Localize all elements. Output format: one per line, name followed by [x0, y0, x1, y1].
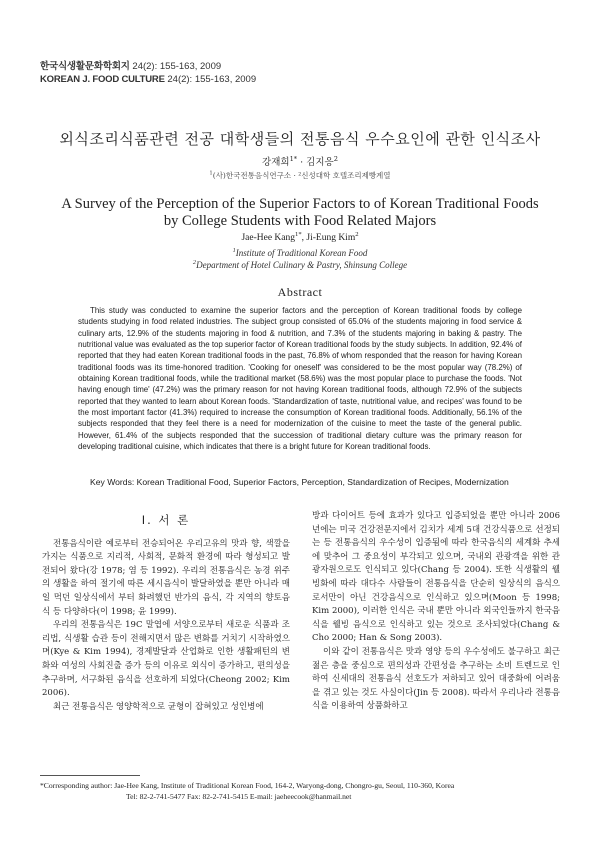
korean-author-1-sup: 1*: [289, 154, 298, 163]
korean-author-1: 강재희: [262, 157, 290, 168]
journal-name-english: KOREAN J. FOOD CULTURE: [40, 74, 165, 85]
keywords: Key Words: Korean Traditional Food, Superior Factors, Perception, Standardization of Recipes, Modernization: [90, 477, 509, 487]
left-paragraph-2: 우리의 전통음식은 19C 말엽에 서양으로부터 새로운 식품과 조리법, 식생활 습관 등이 전해지면서 많은 변화를 거치기 시작하였으며(Kye & Kim 1994), 경제발달과 산업화로 인한 생활패턴의 변화와 여성의 사회진출 증가 등의 이유로 외식이 증가하고, 편의성을 추구하며, 서구화된 음식을 선호하게 되었다(Cheong 2002; Kim 2006).: [42, 620, 290, 699]
korean-affil-text: (사)한국전통음식연구소 · ²신성대학 호텔조리제빵계열: [212, 171, 391, 180]
body-left-column: [42, 510, 290, 714]
footnote-line-2: Tel: 82-2-741-5477 Fax: 82-2-741-5415 E-mail: jaeheecook@hanmail.net: [126, 792, 352, 801]
journal-line-korean: [40, 60, 256, 73]
korean-authors: [0, 154, 600, 168]
body-right-column: [312, 510, 560, 714]
footnote-line-1: *Corresponding author: Jae-Hee Kang, Institute of Traditional Korean Food, 164-2, Waryong-dong, Chongro-gu, Seoul, 110-360, Korea: [40, 781, 455, 790]
footnote: [40, 780, 560, 802]
left-paragraph-1: 전통음식이란 예로부터 전승되어온 우리고유의 맛과 향, 색깔을 가지는 식품으로 지리적, 사회적, 문화적 환경에 따라 형성되고 발전되어 왔다(강 1978; 염 등 1992). 우리의 전통음식은 농경 위주의 생활을 하여 절기에 따른 세시음식이 발달하였을 뿐만 아니라 매일 먹던 일상식에서 부터 화려했던 반가의 음식, 각 지역의 향토음식 등 다양하다(이 1998; 윤 1999).: [42, 538, 290, 617]
english-affil-1-sup: 1: [232, 247, 236, 254]
english-author-2-sup: 2: [355, 230, 359, 238]
korean-author-2: · 김지응: [297, 157, 334, 168]
english-authors: [0, 230, 600, 243]
korean-title: 외식조리식품관련 전공 대학생들의 전통음식 우수요인에 관한 인식조사: [59, 130, 541, 148]
english-affiliation-1: [0, 248, 600, 258]
english-author-1-sup: 1*: [295, 230, 302, 238]
footnote-rule: [40, 775, 140, 776]
right-paragraph-2: 이와 같이 전통음식은 맛과 영양 등의 우수성에도 불구하고 최근 젊은 층을 중심으로 편의성과 간편성을 추구하는 소비 트렌드로 인하여 신세대의 전통음식 선호도가 저하되고 있어 대중화에 어려움을 겪고 있는 것도 사실이다(Jin 등 2008). 따라서 우리나라 전통음식을 이용하여 상품화하고: [312, 646, 560, 712]
english-author-2: , Ji-Eung Kim: [301, 233, 356, 243]
journal-volume-english: 24(2): 155-163, 2009: [167, 74, 257, 85]
korean-affiliation: [0, 170, 600, 181]
section-heading-introduction: I. 서 론: [141, 513, 191, 527]
journal-line-english: [40, 73, 256, 86]
english-title: A Survey of the Perception of the Superior Factors to of Korean Traditional Foods by College Students with Food Related Majors: [61, 196, 539, 229]
english-author-1: Jae-Hee Kang: [241, 233, 295, 243]
english-affil-2-sup: 2: [192, 259, 197, 266]
english-affiliation-2: [0, 260, 600, 270]
right-paragraph-1: 방과 다이어트 등에 효과가 있다고 입증되었을 뿐만 아니라 2006년에는 미국 건강전문지에서 김치가 세계 5대 건강식품으로 선정되는 등 전통음식의 우수성이 입증됨에 따라 한국음식의 세계화 추세에 맞추어 그 중요성이 부각되고 있으며, 국내외 관광객을 위한 관광자원으로도 인식되고 있다(Chang 등 2004). 또한 식생활의 웰빙화에 따라 대다수 사람들이 전통음식을 단순히 일상식의 음식으로서만이 아닌 건강음식으로 인식하고 있으며(Moon 등 1998; Kim 2000), 이러한 인식은 국내 뿐만 아니라 외국인들까지 한국음식을 웰빙 음식으로 인식하고 있는 것으로 조사되었다(Chang & Cho 2000; Han & Song 2003).: [312, 511, 560, 644]
journal-header: [40, 60, 256, 86]
journal-volume-korean: 24(2): 155-163, 2009: [132, 61, 222, 72]
journal-name-korean: 한국식생활문화학회지: [40, 61, 130, 72]
korean-author-2-sup: 2: [333, 154, 338, 163]
abstract-heading: Abstract: [277, 285, 323, 299]
left-paragraph-3: 최근 전통음식은 영양학적으로 균형이 잡혀있고 성인병에: [53, 701, 264, 712]
english-affil-1-text: Institute of Traditional Korean Food: [235, 248, 368, 258]
abstract-text: This study was conducted to examine the superior factors and the perception of Korean traditional foods by college students studying in food related industries. The subject group consisted of 65.0% of the students majoring in food service & culinary arts, 12.9% of the students majoring in food & nutrition, and 7.3% of the students majoring in baking & pastry. The nutritional value was evaluated as the top superior factor of Korean traditional foods by the study subjects. In addition, 92.4% of reported that they had eaten Korean traditional foods in the past, 76.8% of whom responded that the reason for having Korean traditional foods was its time-honored tradition. 'Cooking for oneself' was considered to be the most popular way (78.2%) of obtaining Korean traditional foods, while the traditional market (58.6%) was the most popular place to purchase the foods. 'Not having enough time' (47.2%) was the primary reason for not having Korean traditional foods, although 72.9% of the subjects reported that they wanted to learn about Korean foods. 'Standardization of taste, nutritional value, and recipes' was found to be the most important factor (41.3%) required to increase the consumption of Korean traditional foods. Additionally, 56.1% of the subjects responded that they feel there is a need for modernization of the cuisine to meet the taste of the general public. However, 61.4% of the subjects responded that the succession of traditional dietary culture was the primary reason for developing traditional cuisine, which indicates that there is a bright future for Korean traditional foods.: [78, 306, 522, 452]
english-affil-2-text: Department of Hotel Culinary & Pastry, Shinsung College: [196, 260, 408, 270]
korean-affil-sup: 1: [209, 170, 213, 177]
